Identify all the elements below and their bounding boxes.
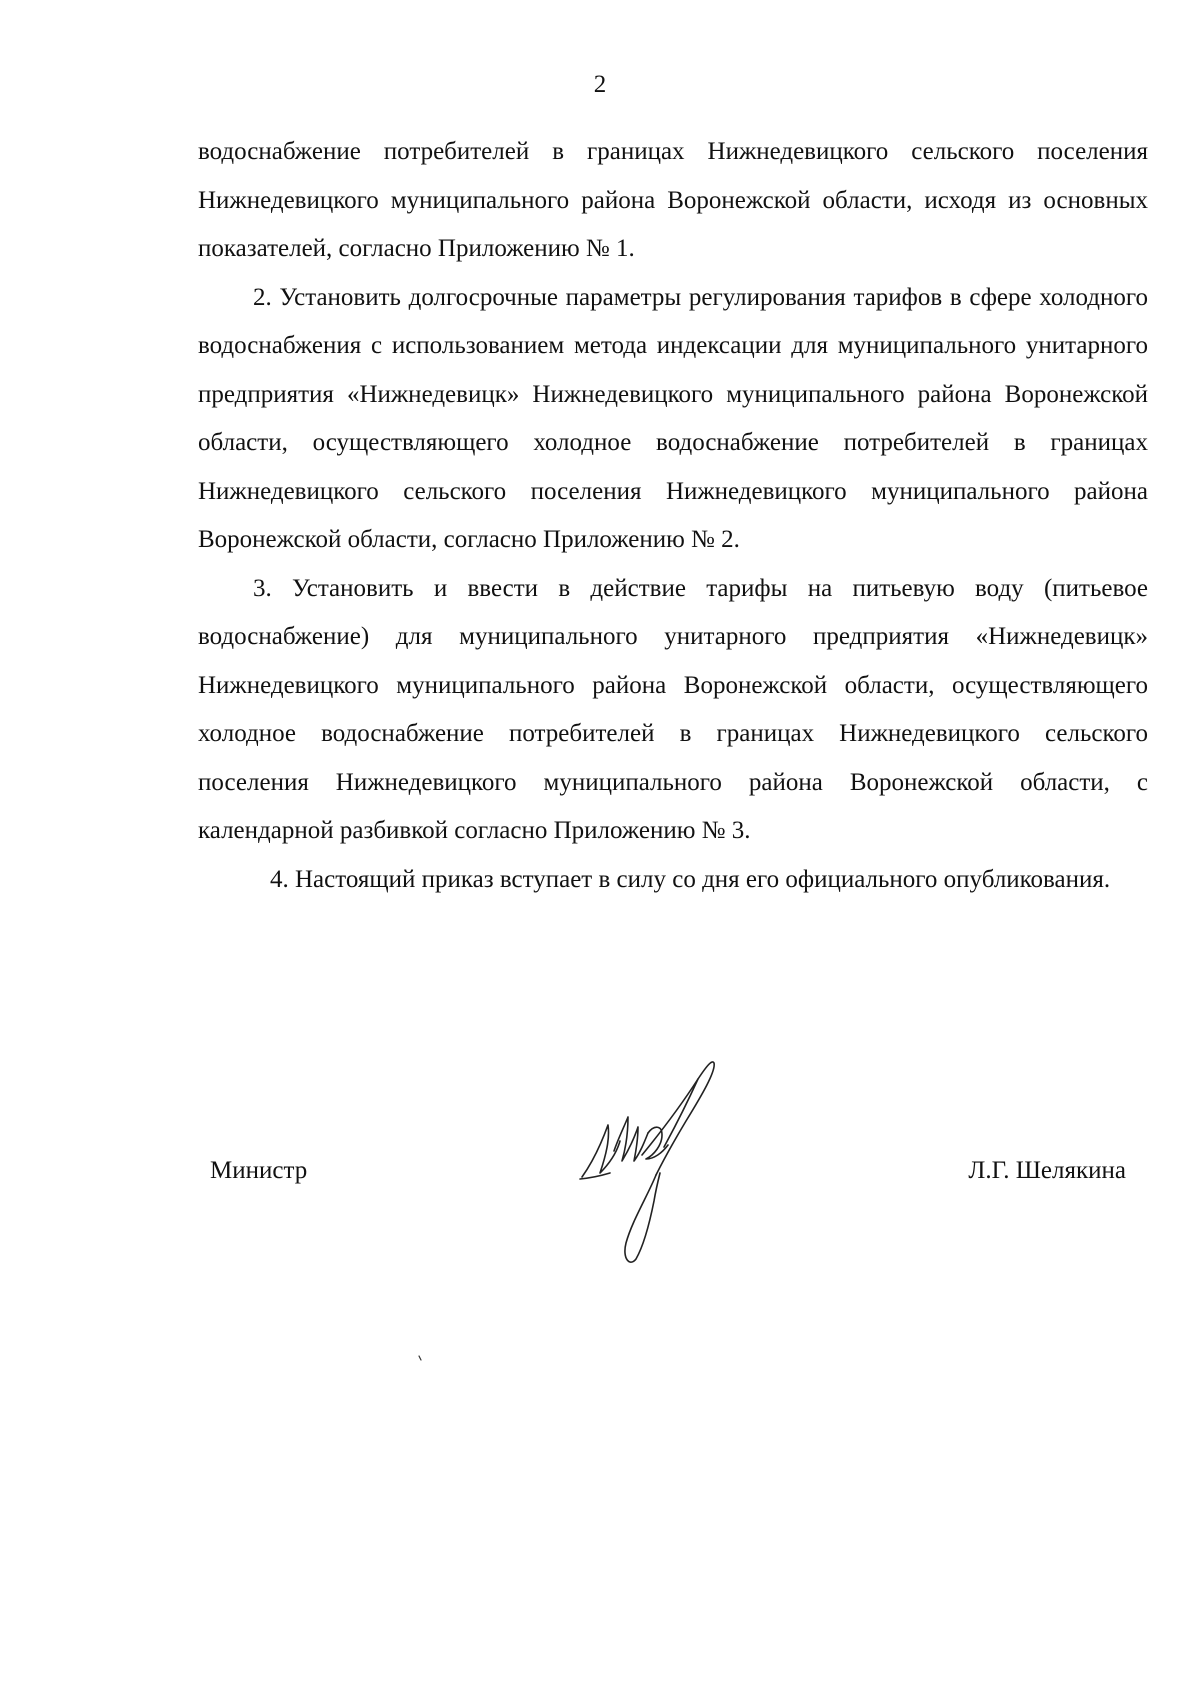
document-body xyxy=(198,128,1148,904)
paragraph-3: 3. Установить и ввести в действие тарифы на питьевую воду (питьевое водоснабжение) для муниципального унитарного предприятия «Нижнедевицк» Нижнедевицкого муниципального района Воронежской области, осуществляющего холодное водоснабжение потребителей в границах Нижнедевицкого сельского поселения Нижнедевицкого муниципального района Воронежской области, с календарной разбивкой согласно Приложению № 3. xyxy=(198,574,1148,844)
signatory-role: Министр xyxy=(210,1157,308,1184)
page-number: 2 xyxy=(593,71,607,98)
stray-ink-mark xyxy=(418,1355,422,1361)
paragraph-4: 4. Настоящий приказ вступает в силу со дня его официального опубликования. xyxy=(270,865,1111,893)
signatory-name: Л.Г. Шелякина xyxy=(968,1157,1126,1184)
handwritten-signature xyxy=(570,1055,750,1270)
paragraph-continuation: водоснабжение потребителей в границах Нижнедевицкого сельского поселения Нижнедевицкого муниципального района Воронежской области, исходя из основных показателей, согласно Приложению № 1. xyxy=(198,138,1148,262)
paragraph-2: 2. Установить долгосрочные параметры регулирования тарифов в сфере холодного водоснабжения с использованием метода индексации для муниципального унитарного предприятия «Нижнедевицк» Нижнедевицкого муниципального района Воронежской области, осуществляющего холодное водоснабжение потребителей в границах Нижнедевицкого сельского поселения Нижнедевицкого муниципального района Воронежской области, согласно Приложению № 2. xyxy=(198,283,1148,553)
